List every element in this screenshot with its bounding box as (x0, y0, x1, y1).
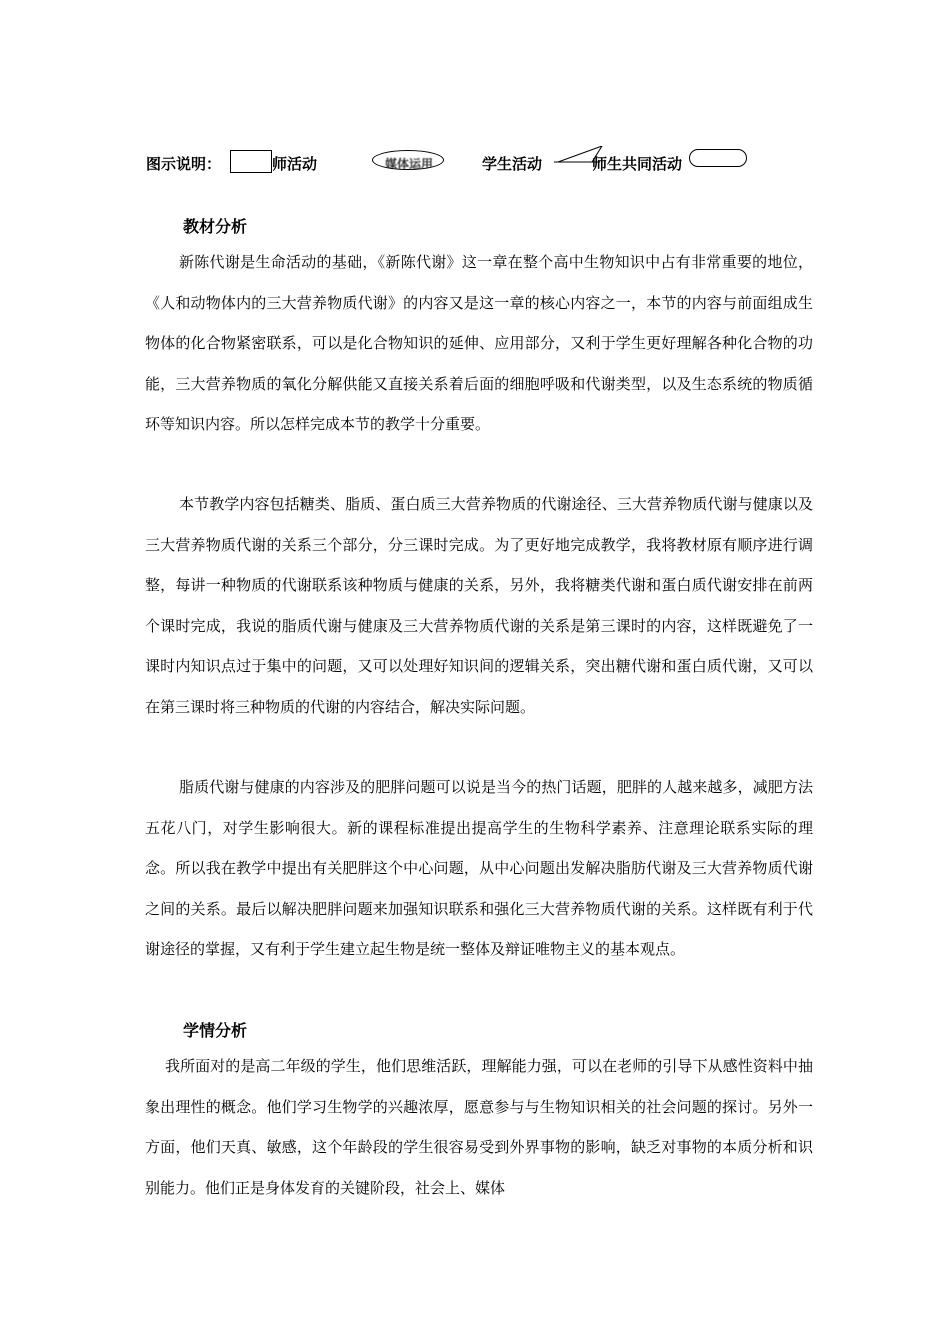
legend-teacher-activity: 师活动 (272, 155, 318, 173)
section-heading-material: 教材分析 (183, 217, 248, 236)
rounded-rectangle-symbol-icon (689, 149, 747, 167)
oval-symbol-icon (372, 150, 444, 170)
legend-shared-activity: 师生共同活动 (592, 155, 683, 173)
legend-label: 图示说明： (146, 155, 222, 173)
paragraph-material-1: 新陈代谢是生命活动的基础，《新陈代谢》这一章在整个高中生物知识中占有非常重要的地位，《人和动物体内的三大营养物质代谢》的内容又是这一章的核心内容之一，本节的内容与前面组成生物体的化合物紧密联系，可以是化合物知识的延伸、应用部分，又利于学生更好理解各种化合物的功能，三大营养物质的氧化分解供能又直接关系着后面的细胞呼吸和代谢类型，以及生态系统的物质循环等知识内容。所以怎样完成本节的教学十分重要。 (145, 253, 813, 434)
section-heading-student: 学情分析 (183, 1021, 248, 1040)
legend-row (146, 148, 766, 178)
paragraph-material-2: 本节教学内容包括糖类、脂质、蛋白质三大营养物质的代谢途径、三大营养物质代谢与健康以及三大营养物质代谢的关系三个部分，分三课时完成。为了更好地完成教学，我将教材原有顺序进行调整，每讲一种物质的代谢联系该种物质与健康的关系，另外，我将糖类代谢和蛋白质代谢安排在前两个课时完成，我说的脂质代谢与健康及三大营养物质代谢的关系是第三课时的内容，这样既避免了一课时内知识点过于集中的问题，又可以处理好知识间的逻辑关系，突出糖代谢和蛋白质代谢，又可以在第三课时将三种物质的代谢的内容结合，解决实际问题。 (145, 495, 813, 716)
rectangle-symbol-icon (230, 150, 272, 173)
legend-student-activity: 学生活动 (482, 155, 543, 173)
paragraph-student-1: 我所面对的是高二年级的学生，他们思维活跃，理解能力强，可以在老师的引导下从感性资料中抽象出理性的概念。他们学习生物学的兴趣浓厚，愿意参与与生物知识相关的社会问题的探讨。另外一方面，他们天真、敏感，这个年龄段的学生很容易受到外界事物的影响，缺乏对事物的本质分析和识别能力。他们正是身体发育的关键阶段，社会上、媒体 (145, 1057, 813, 1197)
oval-symbol-text: 媒体运用 (385, 157, 434, 170)
paragraph-material-3: 脂质代谢与健康的内容涉及的肥胖问题可以说是当今的热门话题，肥胖的人越来越多，减肥方法五花八门，对学生影响很大。新的课程标准提出提高学生的生物科学素养、注意理论联系实际的理念。所以我在教学中提出有关肥胖这个中心问题，从中心问题出发解决脂肪代谢及三大营养物质代谢之间的关系。最后以解决肥胖问题来加强知识联系和强化三大营养物质代谢的关系。这样既有利于代谢途径的掌握，又有利于学生建立起生物是统一整体及辩证唯物主义的基本观点。 (145, 778, 813, 959)
